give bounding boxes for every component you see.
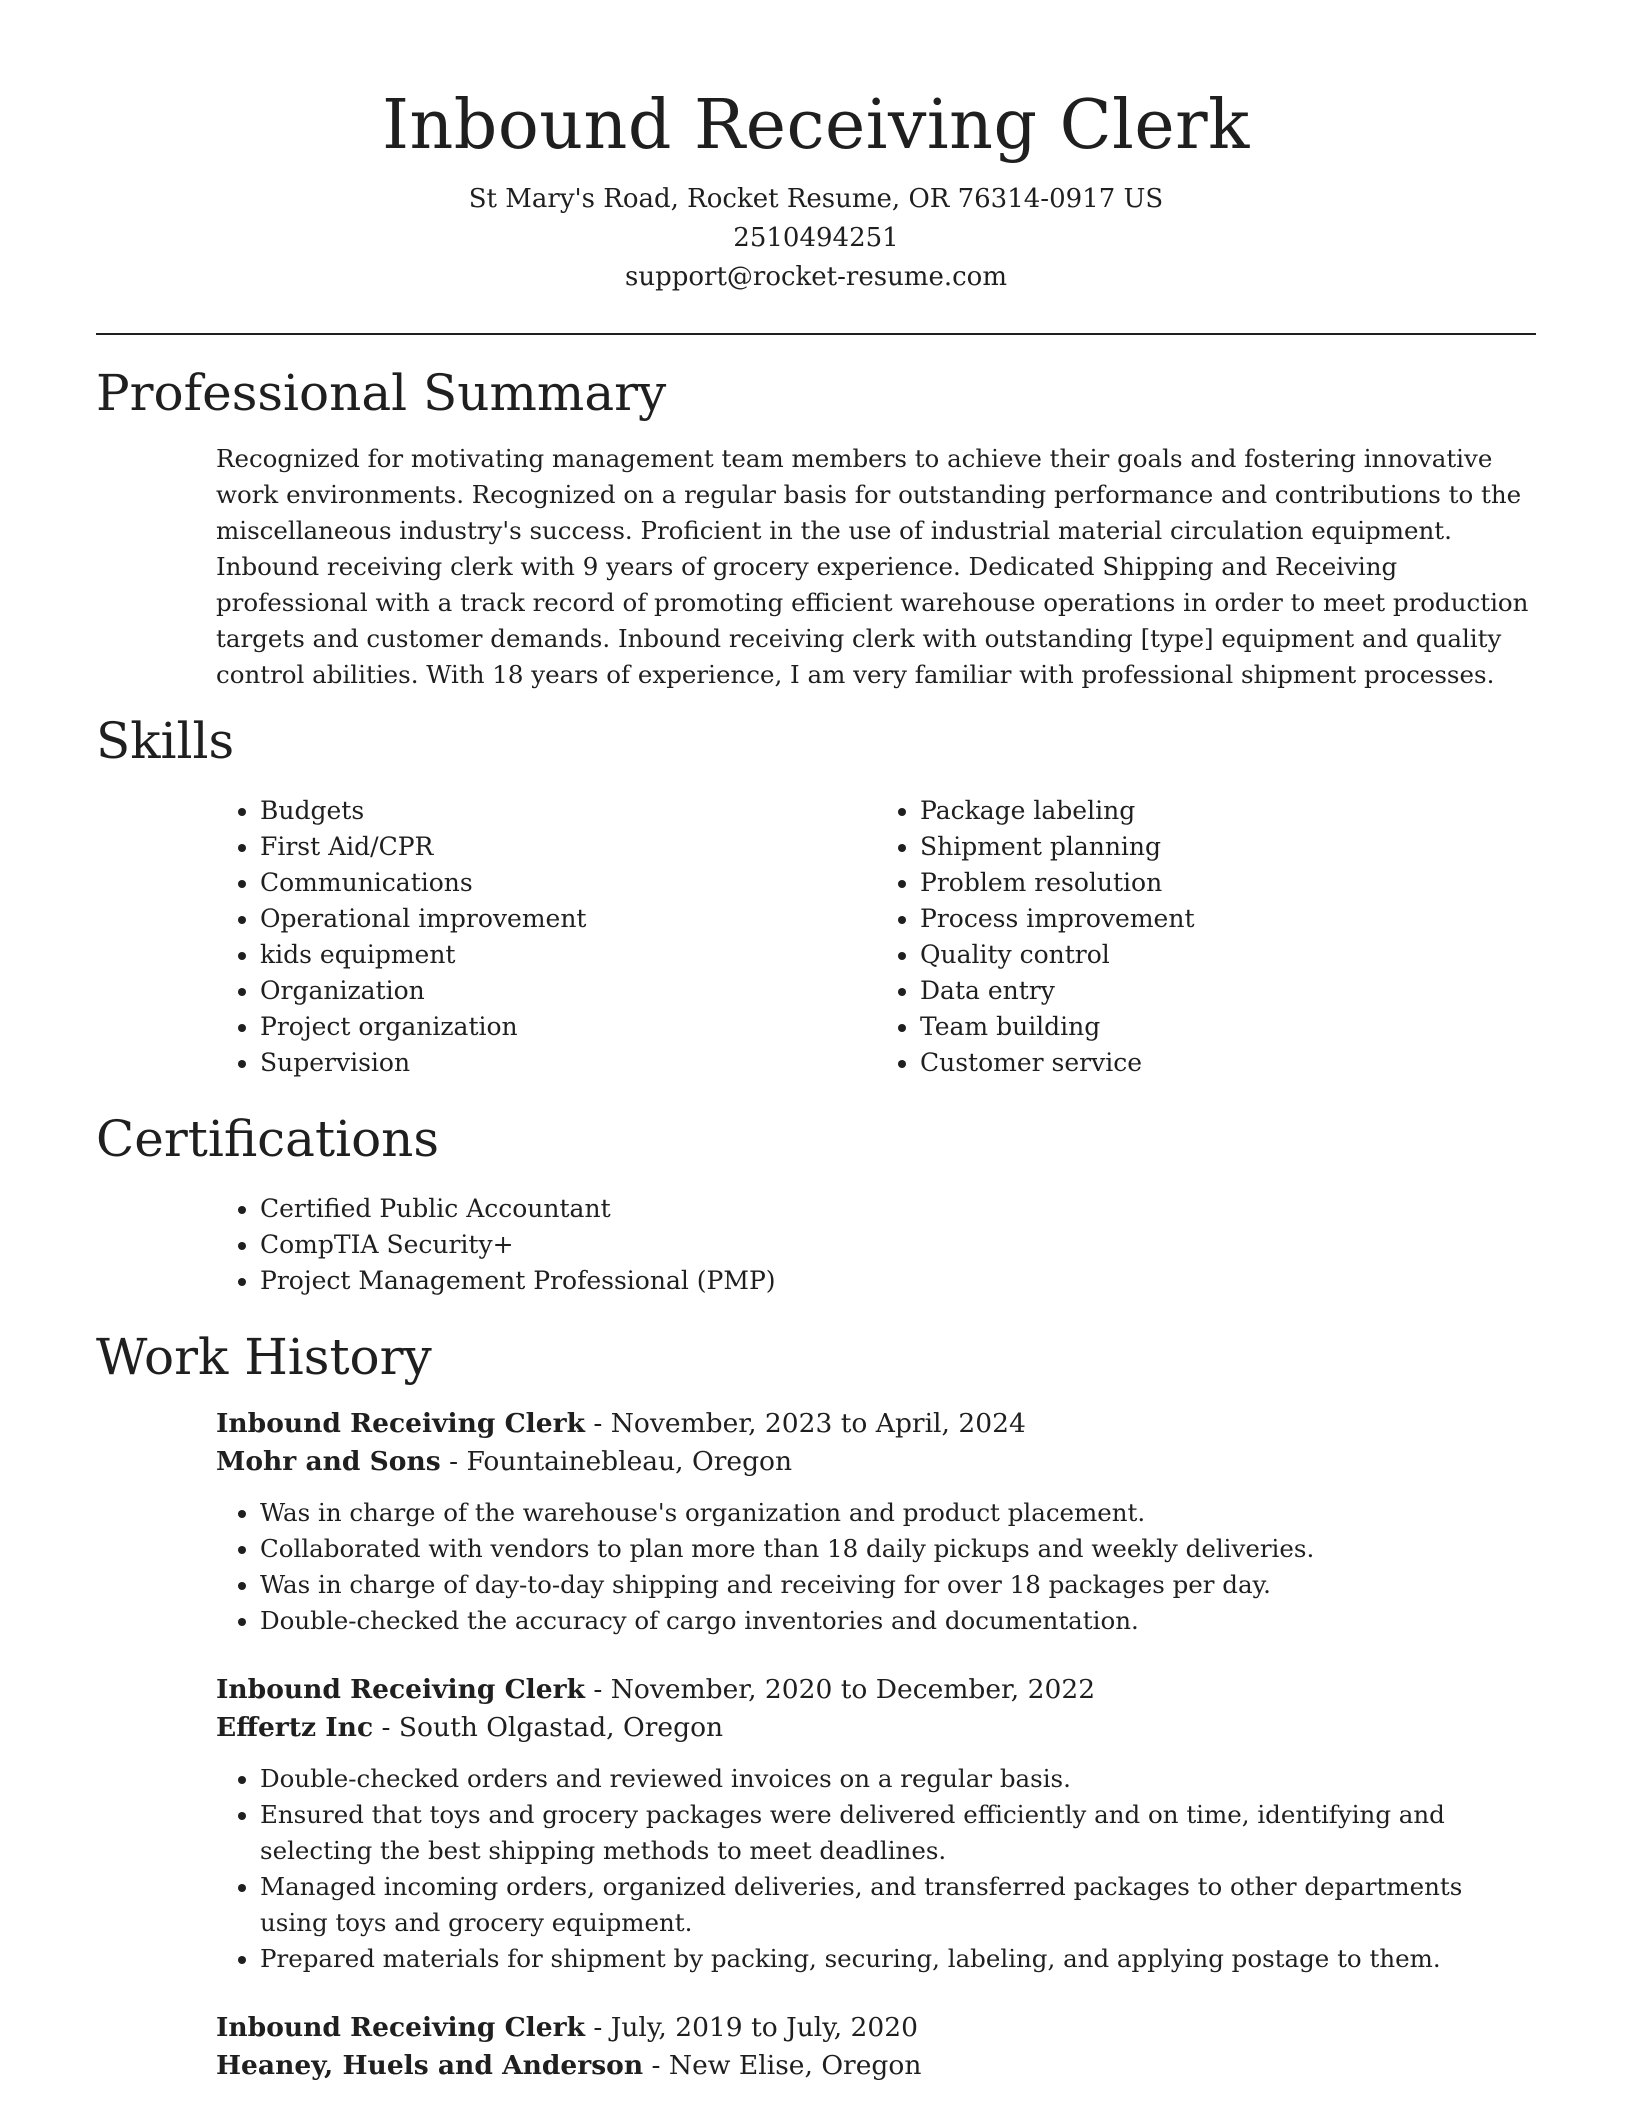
skill-item: • Communications [260,865,876,901]
resume-page [96,0,1536,2085]
job-bullet: • Double-checked the accuracy of cargo inventories and documentation. [260,1603,1536,1639]
skill-item: • Project organization [260,1009,876,1045]
job-bullet: • Ensured that toys and grocery packages were delivered efficiently and on time, identifying and selecting the best shipping methods to meet deadlines. [260,1797,1536,1869]
job-location: - New Elise, Oregon [643,2050,922,2081]
job-company: Effertz Inc [216,1712,374,1743]
job-dates: - July, 2019 to July, 2020 [584,2012,918,2043]
job-company-line [216,2047,1536,2085]
job-title: Inbound Receiving Clerk [216,1408,585,1439]
job-dates: - November, 2020 to December, 2022 [584,1674,1096,1705]
skills-section [96,711,1536,1081]
work-history-heading: Work History [96,1328,432,1386]
skill-item: • Shipment planning [920,829,1536,865]
skills-heading: Skills [96,712,235,770]
header-divider [96,333,1536,335]
contact-email: support@rocket-resume.com [624,262,1007,292]
certifications-heading: Certifications [96,1110,440,1168]
job-company-line [216,1709,1536,1747]
candidate-name: Inbound Receiving Clerk [382,86,1250,165]
job-company-line [216,1443,1536,1481]
certification-item: • Project Management Professional (PMP) [260,1263,1536,1299]
job-company: Mohr and Sons [216,1446,441,1477]
skill-item: • Budgets [260,793,876,829]
skill-item: • Package labeling [920,793,1536,829]
job-bullet: • Was in charge of day-to-day shipping and receiving for over 18 packages per day. [260,1567,1536,1603]
job-entry [216,1405,1536,1639]
job-bullet: • Double-checked orders and reviewed invoices on a regular basis. [260,1761,1536,1797]
job-entry [216,2009,1536,2085]
skill-item: • Supervision [260,1045,876,1081]
skill-item: • Operational improvement [260,901,876,937]
skill-item: • First Aid/CPR [260,829,876,865]
job-title-line [216,2009,1536,2047]
skill-item: • Customer service [920,1045,1536,1081]
job-title-line [216,1671,1536,1709]
job-location: - Fountainebleau, Oregon [440,1446,793,1477]
job-title: Inbound Receiving Clerk [216,1674,585,1705]
skills-list-right [876,793,1536,1081]
summary-section [96,363,1536,693]
contact-block [96,180,1536,297]
skill-item: • Problem resolution [920,865,1536,901]
skills-columns [216,793,1536,1081]
job-title-line [216,1405,1536,1443]
summary-heading: Professional Summary [96,364,667,422]
skill-item: • Organization [260,973,876,1009]
contact-address: St Mary's Road, Rocket Resume, OR 76314-0917 US [468,184,1164,214]
certification-item: • CompTIA Security+ [260,1227,1536,1263]
job-dates: - November, 2023 to April, 2024 [584,1408,1026,1439]
job-entry [216,1671,1536,1977]
job-bullets [216,1761,1536,1977]
job-location: - South Olgastad, Oregon [373,1712,724,1743]
job-company: Heaney, Huels and Anderson [216,2050,644,2081]
work-history-section [96,1327,1536,2085]
certifications-list [216,1191,1536,1299]
job-bullets [216,1495,1536,1639]
summary-text: Recognized for motivating management team members to achieve their goals and fostering innovative work environments. Recognized on a regular basis for outstanding performance and contributions to the miscellaneous industry's success. Proficient in the use of industrial material circulation equipment. Inbound receiving clerk with 9 years of grocery experience. Dedicated Shipping and Receiving professional with a track record of promoting efficient warehouse operations in order to meet production targets and customer demands. Inbound receiving clerk with outstanding [type] equipment and quality control abilities. With 18 years of experience, I am very familiar with professional shipment processes. [216,444,1529,689]
contact-phone: 2510494251 [733,223,899,253]
skill-item: • Quality control [920,937,1536,973]
job-title: Inbound Receiving Clerk [216,2012,585,2043]
job-bullet: • Managed incoming orders, organized deliveries, and transferred packages to other departments using toys and grocery equipment. [260,1869,1536,1941]
job-bullet: • Was in charge of the warehouse's organization and product placement. [260,1495,1536,1531]
skill-item: • Process improvement [920,901,1536,937]
job-bullet: • Collaborated with vendors to plan more than 18 daily pickups and weekly deliveries. [260,1531,1536,1567]
skill-item: • Data entry [920,973,1536,1009]
skills-list-left [216,793,876,1081]
certification-item: • Certified Public Accountant [260,1191,1536,1227]
job-bullet: • Prepared materials for shipment by packing, securing, labeling, and applying postage to them. [260,1941,1536,1977]
skill-item: • kids equipment [260,937,876,973]
certifications-section [96,1109,1536,1299]
skill-item: • Team building [920,1009,1536,1045]
